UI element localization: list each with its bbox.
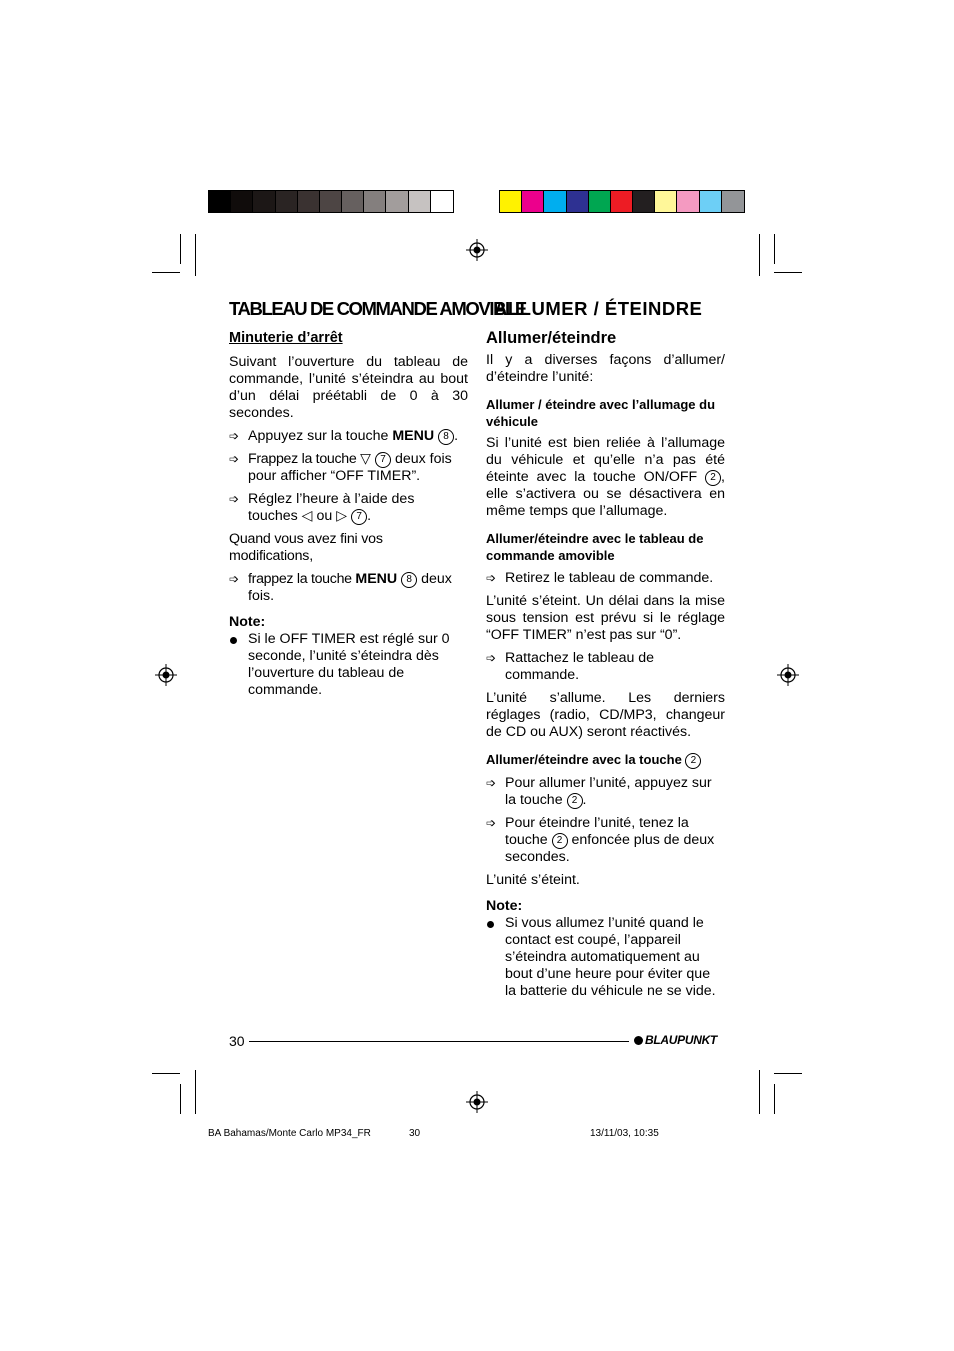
- color-swatch: [431, 191, 453, 212]
- paragraph: Quand vous avez fini vos modifications,: [229, 531, 383, 564]
- crop-mark: [195, 1070, 196, 1114]
- step-item: ➩ Retirez le tableau de commande.: [486, 570, 714, 586]
- subsection-heading: Allumer / éteindre avec l’allumage du véhicule: [486, 397, 716, 429]
- paragraph: L’unité s’éteint.: [486, 872, 580, 888]
- color-swatch: [544, 191, 566, 212]
- step-item: ➩ Rattachez le tableau de commande.: [486, 650, 655, 683]
- arrow-icon: ➩: [229, 492, 240, 506]
- print-timestamp: 13/11/03, 10:35: [590, 1128, 659, 1139]
- brand-dot-icon: [634, 1036, 643, 1045]
- bullet-icon: [230, 637, 237, 644]
- registration-mark-icon: [155, 664, 177, 686]
- arrow-icon: ➩: [486, 651, 497, 665]
- subsection-heading: Allumer/éteindre avec la touche 2: [486, 751, 725, 769]
- registration-mark-icon: [466, 239, 488, 261]
- arrow-icon: ➩: [229, 429, 240, 443]
- paragraph: Si l’unité est bien reliée à l’allumage du véhicule et qu’elle n’a pas été éteinte avec la touche ON/OFF 2 , elle s’activera ou se désactivera en même temps que l’allumage.: [486, 435, 725, 519]
- footer-rule: [249, 1041, 629, 1042]
- color-swatch: [567, 191, 589, 212]
- color-swatch: [722, 191, 744, 212]
- color-swatch: [655, 191, 677, 212]
- color-swatch: [386, 191, 408, 212]
- paragraph: Suivant l’ouverture du tableau de commande, l’unité s’éteindra au bout d’un délai préétabli de 0 à 30 secondes.: [229, 354, 468, 421]
- print-page-number: 30: [409, 1128, 421, 1139]
- key-number-badge: 7: [351, 509, 367, 525]
- crop-mark: [774, 1073, 802, 1074]
- section-heading: Allumer/éteindre: [486, 329, 617, 347]
- crop-mark: [759, 1070, 760, 1114]
- paragraph: L’unité s’éteint. Un délai dans la mise sous tension est prévu si le réglage “OFF TIMER” n’est pas sur “0”.: [486, 593, 725, 643]
- step-item: ➩ frappez la touche MENU 8 deux fois.: [229, 571, 452, 604]
- note-label: Note:: [229, 614, 266, 630]
- left-page-title: TABLEAU DE COMMANDE AMOVIBLE: [229, 298, 526, 319]
- arrow-icon: ➩: [486, 776, 497, 790]
- key-number-badge: 2: [705, 470, 721, 486]
- color-bar: [499, 190, 745, 213]
- color-swatch: [276, 191, 298, 212]
- arrow-icon: ➩: [486, 816, 497, 830]
- color-swatch: [253, 191, 275, 212]
- crop-mark: [759, 234, 760, 276]
- crop-mark: [774, 272, 802, 273]
- section-heading: Minuterie d’arrêt: [229, 330, 343, 346]
- paragraph: L’unité s’allume. Les derniers réglages (radio, CD/MP3, changeur de CD ou AUX) seront réactivés.: [486, 690, 725, 740]
- color-swatch: [209, 191, 231, 212]
- color-swatch: [677, 191, 699, 212]
- color-swatch: [500, 191, 522, 212]
- arrow-icon: ➩: [486, 571, 497, 585]
- key-number-badge: 2: [567, 793, 583, 809]
- step-item: ➩ Pour éteindre l’unité, tenez la touche 2 enfoncée plus de deux secondes.: [486, 815, 715, 865]
- subsection-heading: Allumer/éteindre avec le tableau de commande amovible: [486, 531, 704, 563]
- down-triangle-icon: ▽: [360, 451, 372, 467]
- right-page-title: ALLUMER / ÉTEINDRE: [494, 298, 703, 319]
- step-item: ➩ Pour allumer l’unité, appuyez sur la touche 2 .: [486, 775, 712, 808]
- registration-mark-icon: [777, 664, 799, 686]
- key-number-badge: 7: [375, 452, 391, 468]
- crop-mark: [774, 1084, 775, 1114]
- right-column: [486, 330, 725, 1000]
- grayscale-bar: [208, 190, 454, 213]
- color-swatch: [589, 191, 611, 212]
- color-swatch: [231, 191, 253, 212]
- note-item: Si le OFF TIMER est réglé sur 0 seconde, l’unité s’éteindra dès l’ouverture du tableau de commande.: [229, 631, 468, 699]
- color-swatch: [298, 191, 320, 212]
- color-swatch: [409, 191, 431, 212]
- key-number-badge: 2: [685, 753, 701, 769]
- print-file-name: BA Bahamas/Monte Carlo MP34_FR: [208, 1128, 371, 1139]
- note-item: Si vous allumez l’unité quand le contact est coupé, l’appareil s’éteindra automatiquement au bout d’une heure pour éviter que la batterie du véhicule ne se vide.: [486, 915, 725, 1000]
- color-swatch: [611, 191, 633, 212]
- arrow-icon: ➩: [229, 572, 240, 586]
- right-triangle-icon: ▷: [336, 508, 348, 524]
- step-item: ➩ Appuyez sur la touche MENU 8 .: [229, 428, 459, 444]
- left-triangle-icon: ◁: [301, 508, 313, 524]
- registration-mark-icon: [466, 1091, 488, 1113]
- paragraph: Il y a diverses façons d’allumer/ d’éteindre l’unité:: [486, 352, 725, 385]
- color-swatch: [700, 191, 722, 212]
- color-swatch: [364, 191, 386, 212]
- crop-mark: [152, 1073, 180, 1074]
- crop-mark: [180, 1084, 181, 1114]
- color-swatch: [320, 191, 342, 212]
- brand-logo: [634, 1033, 717, 1047]
- key-number-badge: 8: [401, 572, 417, 588]
- step-item: ➩ Réglez l’heure à l’aide des touches ◁ ou ▷ 7 .: [229, 491, 415, 524]
- color-swatch: [342, 191, 364, 212]
- key-number-badge: 8: [438, 429, 454, 445]
- bullet-icon: [487, 921, 494, 928]
- note-label: Note:: [486, 898, 523, 914]
- color-swatch: [633, 191, 655, 212]
- brand-name: BLAUPUNKT: [645, 1033, 717, 1047]
- key-number-badge: 2: [552, 833, 568, 849]
- left-column: [229, 330, 468, 699]
- step-item: ➩ Frappez la touche ▽ 7 deux fois pour afficher “OFF TIMER”.: [229, 451, 452, 484]
- crop-mark: [774, 234, 775, 264]
- crop-mark: [152, 272, 180, 273]
- arrow-icon: ➩: [229, 452, 240, 466]
- crop-mark: [195, 234, 196, 276]
- page-number: 30: [229, 1033, 245, 1049]
- crop-mark: [180, 234, 181, 264]
- color-swatch: [522, 191, 544, 212]
